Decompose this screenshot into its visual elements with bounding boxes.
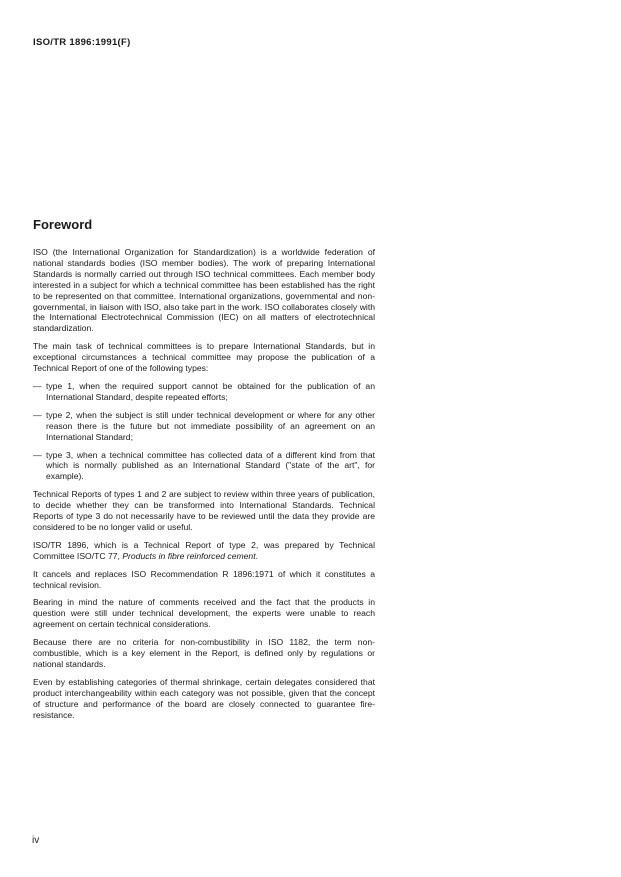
prepared-by-end: . — [255, 550, 258, 561]
list-item — [33, 450, 375, 483]
list-item — [33, 381, 375, 403]
paragraph-prepared-by — [33, 540, 375, 562]
paragraph-cancels: It cancels and replaces ISO Recommendation R 1896:1971 of which it constitutes a technical revision. — [33, 568, 375, 590]
foreword-body — [33, 247, 375, 728]
paragraph-iso-intro: ISO (the International Organization for Standardization) is a worldwide federation of national standards bodies (ISO member bodies). The work of preparing International Standards is normally carried out through ISO technical committees. Each member body interested in a subject for which a technical committee has been established has the right to be represented on that committee. International organizations, governmental and non-governmental, in liaison with ISO, also take part in the work. ISO collaborates closely with the International Electrotechnical Commission (IEC) on all matters of electrotechnical standardization. — [33, 247, 375, 334]
paragraph-comments: Bearing in mind the nature of comments received and the fact that the products in question were still under technical development, the experts were unable to reach agreement on certain technical considerations. — [33, 597, 375, 630]
paragraph-shrinkage: Even by establishing categories of thermal shrinkage, certain delegates considered that product interchangeability within each category was not possible, given that the concept of structure and performance of the board are closely connected to guarantee fire-resistance. — [33, 676, 375, 720]
list-item-text: type 2, when the subject is still under technical development or where for any other reason there is the future but not immediate possibility of an agreement on an International Standard; — [46, 409, 375, 442]
paragraph-criteria: Because there are no criteria for non-combustibility in ISO 1182, the term non-combustible, which is a key element in the Report, is defined only by regulations or national standards. — [33, 637, 375, 669]
list-item-text: type 1, when the required support cannot be obtained for the publication of an International Standard, despite repeated efforts; — [46, 380, 375, 402]
dash-bullet: — — [33, 409, 42, 420]
list-item-text: type 3, when a technical committee has collected data of a different kind from that which is normally published as an International Standard ("state of the art", for example). — [46, 449, 375, 482]
committee-title: Products in fibre reinforced cement — [122, 550, 256, 561]
paragraph-review: Technical Reports of types 1 and 2 are subject to review within three years of publication, to decide whether they can be transformed into International Standards. Technical Reports of type 3 do not necessarily have to be reviewed until the data they provide are considered to be no longer valid or useful. — [33, 489, 375, 532]
dash-bullet: — — [33, 380, 42, 391]
prepared-by-text: ISO/TR 1896, which is a Technical Report of type 2, was prepared by Technical Committee ISO/TC 77, — [33, 539, 375, 561]
dash-bullet: — — [33, 449, 42, 460]
page-number: iv — [32, 835, 40, 846]
document-id: ISO/TR 1896:1991(F) — [33, 37, 131, 48]
page-title: Foreword — [33, 217, 93, 232]
paragraph-main-task: The main task of technical committees is to prepare International Standards, but in exceptional circumstances a technical committee may propose the publication of a Technical Report of one of the following types: — [33, 341, 375, 374]
list-item — [33, 410, 375, 443]
report-types-list — [33, 381, 375, 482]
